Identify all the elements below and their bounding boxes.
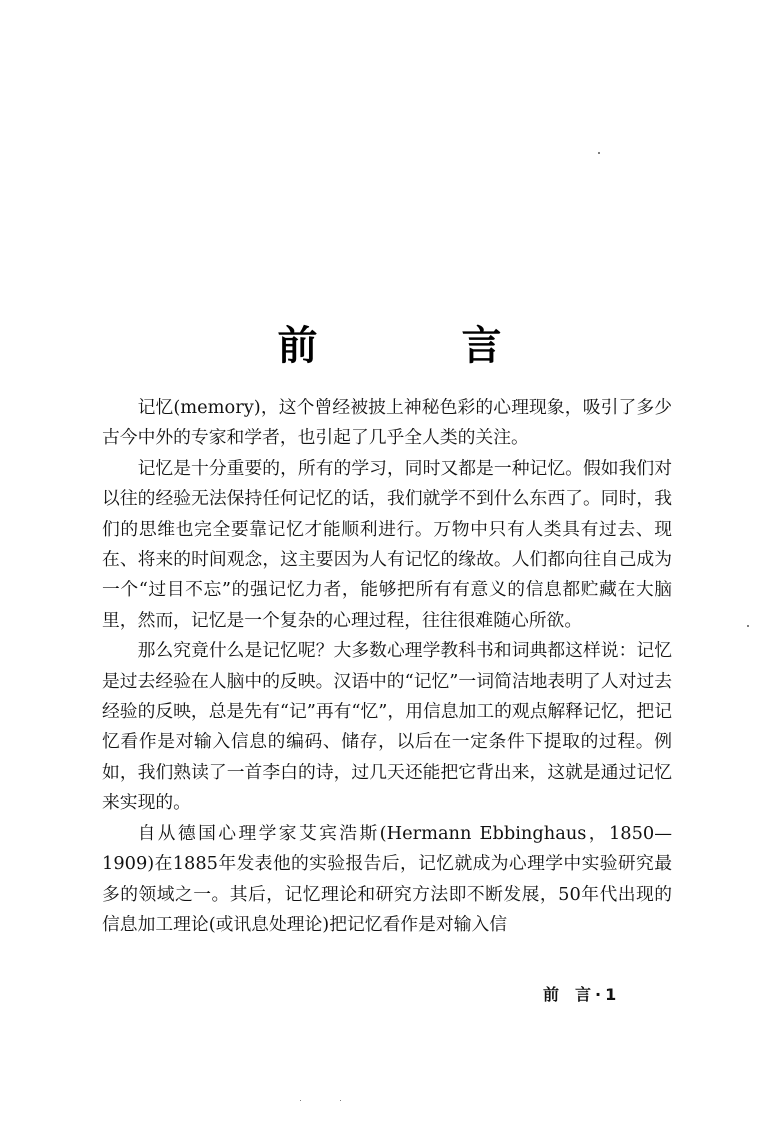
running-header: 前 言: [543, 985, 592, 1004]
page-number: 1: [605, 985, 617, 1004]
paragraph: 自从德国心理学家艾宾浩斯(Hermann Ebbinghaus，1850—1909)在1885年发表他的实验报告后，记忆就成为心理学中实验研究最多的领域之一。其后，记忆理论和研究方法即不断发展，50年代出现的信息加工理论(或讯息处理论)把记忆看作是对输入信: [102, 822, 672, 935]
scan-speck: [747, 625, 749, 627]
footer-separator: ·: [595, 985, 602, 1004]
page-footer: [543, 982, 616, 1005]
scan-speck: [340, 1100, 341, 1101]
paragraph: 记忆是十分重要的，所有的学习，同时又都是一种记忆。假如我们对以往的经验无法保持任何记忆的话，我们就学不到什么东西了。同时，我们的思维也完全要靠记忆才能顺利进行。万物中只有人类具有过去、现在、将来的时间观念，这主要因为人有记忆的缘故。人们都向往自己成为一个“过目不忘”的强记忆力者，能够把所有有意义的信息都贮藏在大脑里，然而，记忆是一个复杂的心理过程，往往很难随心所欲。: [102, 457, 672, 631]
scan-speck: [300, 1100, 301, 1101]
paragraph: 记忆(memory)，这个曾经被披上神秘色彩的心理现象，吸引了多少古今中外的专家和学者，也引起了几乎全人类的关注。: [102, 397, 672, 449]
scan-speck: [598, 152, 600, 154]
paragraph: 那么究竟什么是记忆呢？大多数心理学教科书和词典都这样说：记忆是过去经验在人脑中的反映。汉语中的“记忆”一词简洁地表明了人对过去经验的反映，总是先有“记”再有“忆”，用信息加工的观点解释记忆，把记忆看作是对输入信息的编码、储存，以后在一定条件下提取的过程。例如，我们熟读了一首李白的诗，过几天还能把它背出来，这就是通过记忆来实现的。: [102, 640, 672, 814]
page-title: 前 言: [277, 323, 554, 369]
body-text: [102, 393, 672, 940]
